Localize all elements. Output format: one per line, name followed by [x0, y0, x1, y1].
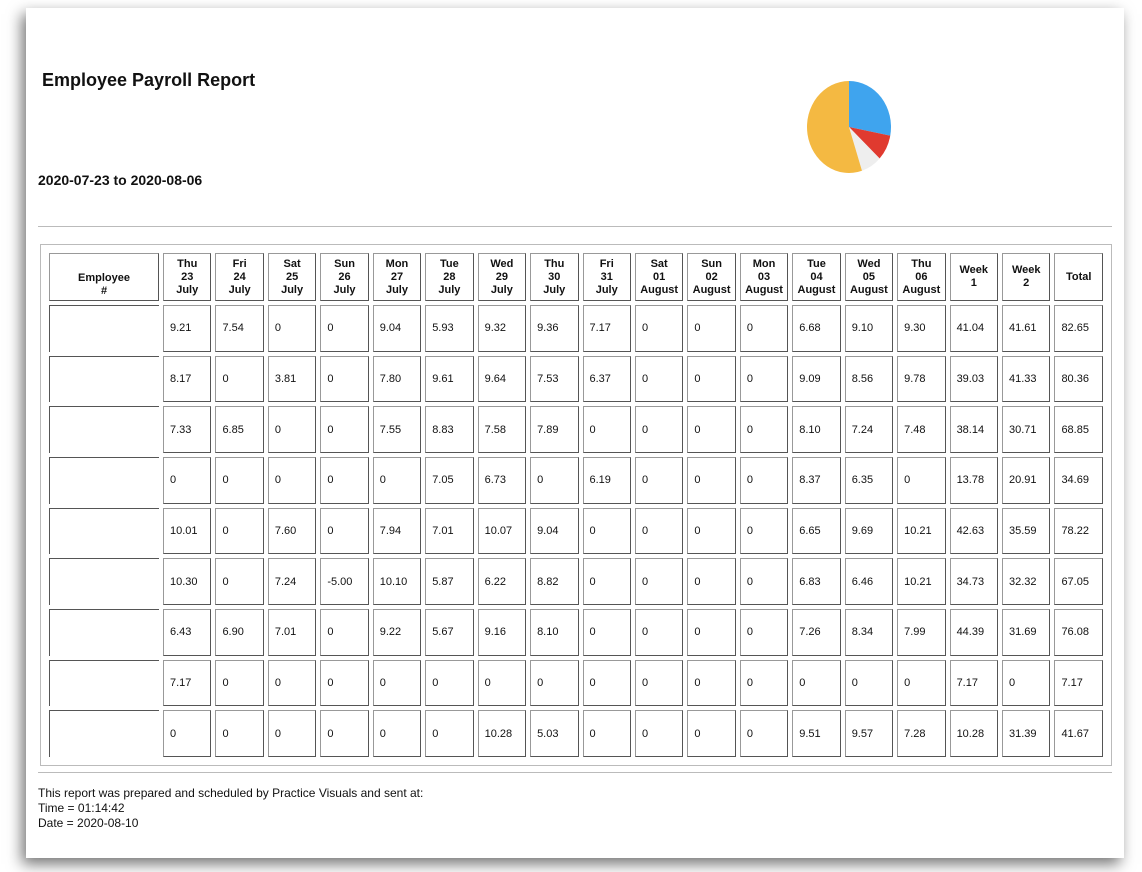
hours-cell: 0: [373, 710, 421, 757]
hours-cell: 0: [635, 508, 683, 555]
hours-cell: 0: [792, 660, 840, 707]
payroll-table-container: [40, 244, 1112, 766]
hours-cell: 0: [635, 710, 683, 757]
hours-cell: 0: [740, 356, 788, 403]
hours-cell: 0: [583, 609, 631, 656]
hours-cell: 6.46: [845, 558, 893, 605]
hours-cell: 7.24: [845, 406, 893, 453]
hours-cell: 9.16: [478, 609, 526, 656]
hours-cell: 0: [530, 660, 578, 707]
hours-cell: 0: [320, 305, 368, 352]
hours-cell: 7.55: [373, 406, 421, 453]
payroll-table: [45, 249, 1107, 761]
hours-cell: 0: [425, 710, 473, 757]
hours-cell: 0: [215, 457, 263, 504]
hours-cell: 0: [320, 356, 368, 403]
hours-cell: 7.26: [792, 609, 840, 656]
hours-cell: 82.65: [1054, 305, 1103, 352]
employee-cell: [49, 508, 159, 555]
hours-cell: 0: [687, 356, 735, 403]
column-header: Sat 25 July: [268, 253, 316, 301]
hours-cell: 10.01: [163, 508, 211, 555]
summary-pie-chart: [806, 80, 892, 174]
hours-cell: 10.07: [478, 508, 526, 555]
column-header: Wed 29 July: [478, 253, 526, 301]
hours-cell: 9.61: [425, 356, 473, 403]
hours-cell: 0: [268, 457, 316, 504]
date-range: 2020-07-23 to 2020-08-06: [38, 172, 203, 188]
hours-cell: 32.32: [1002, 558, 1050, 605]
pie-slice: [849, 81, 891, 136]
hours-cell: 8.17: [163, 356, 211, 403]
hours-cell: 7.33: [163, 406, 211, 453]
hours-cell: 39.03: [950, 356, 998, 403]
hours-cell: 0: [268, 406, 316, 453]
hours-cell: 0: [583, 558, 631, 605]
hours-cell: 0: [268, 305, 316, 352]
hours-cell: 0: [320, 660, 368, 707]
hours-cell: 10.10: [373, 558, 421, 605]
hours-cell: 10.28: [478, 710, 526, 757]
bottom-divider: [38, 772, 1112, 773]
hours-cell: 9.57: [845, 710, 893, 757]
table-row: [49, 457, 1103, 504]
hours-cell: 5.67: [425, 609, 473, 656]
hours-cell: 0: [268, 660, 316, 707]
hours-cell: 0: [583, 710, 631, 757]
column-header: Tue 04 August: [792, 253, 840, 301]
hours-cell: 9.09: [792, 356, 840, 403]
hours-cell: 5.03: [530, 710, 578, 757]
hours-cell: 0: [635, 356, 683, 403]
hours-cell: 0: [897, 660, 945, 707]
hours-cell: 6.90: [215, 609, 263, 656]
hours-cell: 80.36: [1054, 356, 1103, 403]
hours-cell: 0: [373, 457, 421, 504]
table-row: [49, 305, 1103, 352]
hours-cell: 7.17: [583, 305, 631, 352]
hours-cell: 7.60: [268, 508, 316, 555]
hours-cell: 0: [215, 660, 263, 707]
table-row: [49, 508, 1103, 555]
hours-cell: 8.83: [425, 406, 473, 453]
column-header: Total: [1054, 253, 1103, 301]
hours-cell: 0: [583, 660, 631, 707]
column-header: Wed 05 August: [845, 253, 893, 301]
column-header: Thu 30 July: [530, 253, 578, 301]
employee-cell: [49, 356, 159, 403]
hours-cell: 9.51: [792, 710, 840, 757]
hours-cell: 6.19: [583, 457, 631, 504]
hours-cell: 10.21: [897, 558, 945, 605]
hours-cell: 9.69: [845, 508, 893, 555]
hours-cell: 0: [687, 710, 735, 757]
employee-cell: [49, 457, 159, 504]
hours-cell: 9.04: [373, 305, 421, 352]
hours-cell: 0: [320, 406, 368, 453]
hours-cell: 0: [215, 508, 263, 555]
hours-cell: 0: [635, 406, 683, 453]
hours-cell: 0: [740, 508, 788, 555]
hours-cell: 0: [635, 558, 683, 605]
table-row: [49, 356, 1103, 403]
employee-column-header: Employee #: [49, 253, 159, 301]
hours-cell: 9.32: [478, 305, 526, 352]
employee-cell: [49, 305, 159, 352]
hours-cell: 67.05: [1054, 558, 1103, 605]
hours-cell: 7.89: [530, 406, 578, 453]
hours-cell: 0: [740, 609, 788, 656]
hours-cell: 8.56: [845, 356, 893, 403]
hours-cell: 0: [740, 558, 788, 605]
hours-cell: 6.37: [583, 356, 631, 403]
hours-cell: 0: [687, 609, 735, 656]
hours-cell: 7.58: [478, 406, 526, 453]
hours-cell: 0: [687, 558, 735, 605]
hours-cell: 0: [583, 508, 631, 555]
hours-cell: 0: [530, 457, 578, 504]
top-divider: [38, 226, 1112, 227]
column-header: Sun 26 July: [320, 253, 368, 301]
hours-cell: 78.22: [1054, 508, 1103, 555]
table-row: [49, 406, 1103, 453]
hours-cell: 0: [845, 660, 893, 707]
hours-cell: 9.36: [530, 305, 578, 352]
footer-prepared-text: This report was prepared and scheduled by Practice Visuals and sent at:: [38, 786, 424, 800]
hours-cell: 7.17: [950, 660, 998, 707]
hours-cell: 6.65: [792, 508, 840, 555]
hours-cell: 0: [163, 710, 211, 757]
hours-cell: 6.35: [845, 457, 893, 504]
hours-cell: 0: [320, 710, 368, 757]
report-title: Employee Payroll Report: [42, 70, 256, 90]
hours-cell: 8.82: [530, 558, 578, 605]
hours-cell: 0: [687, 305, 735, 352]
hours-cell: 0: [740, 305, 788, 352]
report-footer: [38, 786, 423, 831]
hours-cell: 7.17: [1054, 660, 1103, 707]
hours-cell: 31.39: [1002, 710, 1050, 757]
hours-cell: 0: [740, 710, 788, 757]
column-header: Mon 27 July: [373, 253, 421, 301]
employee-cell: [49, 558, 159, 605]
hours-cell: 9.78: [897, 356, 945, 403]
footer-date: Date = 2020-08-10: [38, 816, 139, 830]
hours-cell: 13.78: [950, 457, 998, 504]
hours-cell: -5.00: [320, 558, 368, 605]
hours-cell: 41.04: [950, 305, 998, 352]
hours-cell: 20.91: [1002, 457, 1050, 504]
footer-time: Time = 01:14:42: [38, 801, 125, 815]
employee-cell: [49, 609, 159, 656]
hours-cell: 0: [268, 710, 316, 757]
column-header: Fri 24 July: [215, 253, 263, 301]
hours-cell: 9.04: [530, 508, 578, 555]
column-header: Sat 01 August: [635, 253, 683, 301]
hours-cell: 31.69: [1002, 609, 1050, 656]
hours-cell: 0: [740, 457, 788, 504]
hours-cell: 6.73: [478, 457, 526, 504]
table-row: [49, 609, 1103, 656]
hours-cell: 0: [373, 660, 421, 707]
hours-cell: 10.21: [897, 508, 945, 555]
table-row: [49, 558, 1103, 605]
column-header: Tue 28 July: [425, 253, 473, 301]
hours-cell: 7.24: [268, 558, 316, 605]
hours-cell: 8.10: [792, 406, 840, 453]
hours-cell: 0: [320, 457, 368, 504]
hours-cell: 0: [740, 660, 788, 707]
hours-cell: 0: [635, 305, 683, 352]
hours-cell: 6.85: [215, 406, 263, 453]
hours-cell: 0: [635, 609, 683, 656]
hours-cell: 0: [425, 660, 473, 707]
hours-cell: 8.10: [530, 609, 578, 656]
column-header: Week 2: [1002, 253, 1050, 301]
table-row: [49, 710, 1103, 757]
column-header: Thu 23 July: [163, 253, 211, 301]
column-header: Week 1: [950, 253, 998, 301]
hours-cell: 35.59: [1002, 508, 1050, 555]
hours-cell: 0: [687, 508, 735, 555]
hours-cell: 38.14: [950, 406, 998, 453]
hours-cell: 8.34: [845, 609, 893, 656]
hours-cell: 9.30: [897, 305, 945, 352]
hours-cell: 68.85: [1054, 406, 1103, 453]
hours-cell: 7.01: [268, 609, 316, 656]
column-header: Fri 31 July: [583, 253, 631, 301]
hours-cell: 0: [635, 660, 683, 707]
hours-cell: 0: [215, 710, 263, 757]
hours-cell: 0: [320, 508, 368, 555]
hours-cell: 76.08: [1054, 609, 1103, 656]
hours-cell: 9.22: [373, 609, 421, 656]
hours-cell: 7.05: [425, 457, 473, 504]
hours-cell: 7.17: [163, 660, 211, 707]
table-header-row: [49, 253, 1103, 301]
hours-cell: 9.21: [163, 305, 211, 352]
hours-cell: 0: [163, 457, 211, 504]
hours-cell: 0: [687, 660, 735, 707]
hours-cell: 0: [215, 356, 263, 403]
hours-cell: 0: [1002, 660, 1050, 707]
hours-cell: 0: [215, 558, 263, 605]
hours-cell: 8.37: [792, 457, 840, 504]
hours-cell: 7.80: [373, 356, 421, 403]
hours-cell: 3.81: [268, 356, 316, 403]
hours-cell: 9.64: [478, 356, 526, 403]
hours-cell: 10.30: [163, 558, 211, 605]
employee-cell: [49, 710, 159, 757]
hours-cell: 0: [687, 406, 735, 453]
hours-cell: 0: [897, 457, 945, 504]
hours-cell: 0: [320, 609, 368, 656]
hours-cell: 10.28: [950, 710, 998, 757]
hours-cell: 34.69: [1054, 457, 1103, 504]
hours-cell: 7.28: [897, 710, 945, 757]
hours-cell: 41.33: [1002, 356, 1050, 403]
hours-cell: 0: [635, 457, 683, 504]
hours-cell: 7.48: [897, 406, 945, 453]
hours-cell: 41.67: [1054, 710, 1103, 757]
hours-cell: 7.01: [425, 508, 473, 555]
hours-cell: 7.53: [530, 356, 578, 403]
employee-cell: [49, 660, 159, 707]
hours-cell: 0: [740, 406, 788, 453]
column-header: Sun 02 August: [687, 253, 735, 301]
table-row: [49, 660, 1103, 707]
hours-cell: 6.68: [792, 305, 840, 352]
hours-cell: 7.99: [897, 609, 945, 656]
hours-cell: 34.73: [950, 558, 998, 605]
hours-cell: 6.83: [792, 558, 840, 605]
hours-cell: 5.93: [425, 305, 473, 352]
employee-cell: [49, 406, 159, 453]
hours-cell: 41.61: [1002, 305, 1050, 352]
hours-cell: 0: [687, 457, 735, 504]
hours-cell: 9.10: [845, 305, 893, 352]
hours-cell: 42.63: [950, 508, 998, 555]
column-header: Mon 03 August: [740, 253, 788, 301]
hours-cell: 0: [478, 660, 526, 707]
hours-cell: 44.39: [950, 609, 998, 656]
column-header: Thu 06 August: [897, 253, 945, 301]
hours-cell: 6.43: [163, 609, 211, 656]
hours-cell: 7.54: [215, 305, 263, 352]
hours-cell: 0: [583, 406, 631, 453]
hours-cell: 30.71: [1002, 406, 1050, 453]
hours-cell: 5.87: [425, 558, 473, 605]
hours-cell: 6.22: [478, 558, 526, 605]
hours-cell: 7.94: [373, 508, 421, 555]
